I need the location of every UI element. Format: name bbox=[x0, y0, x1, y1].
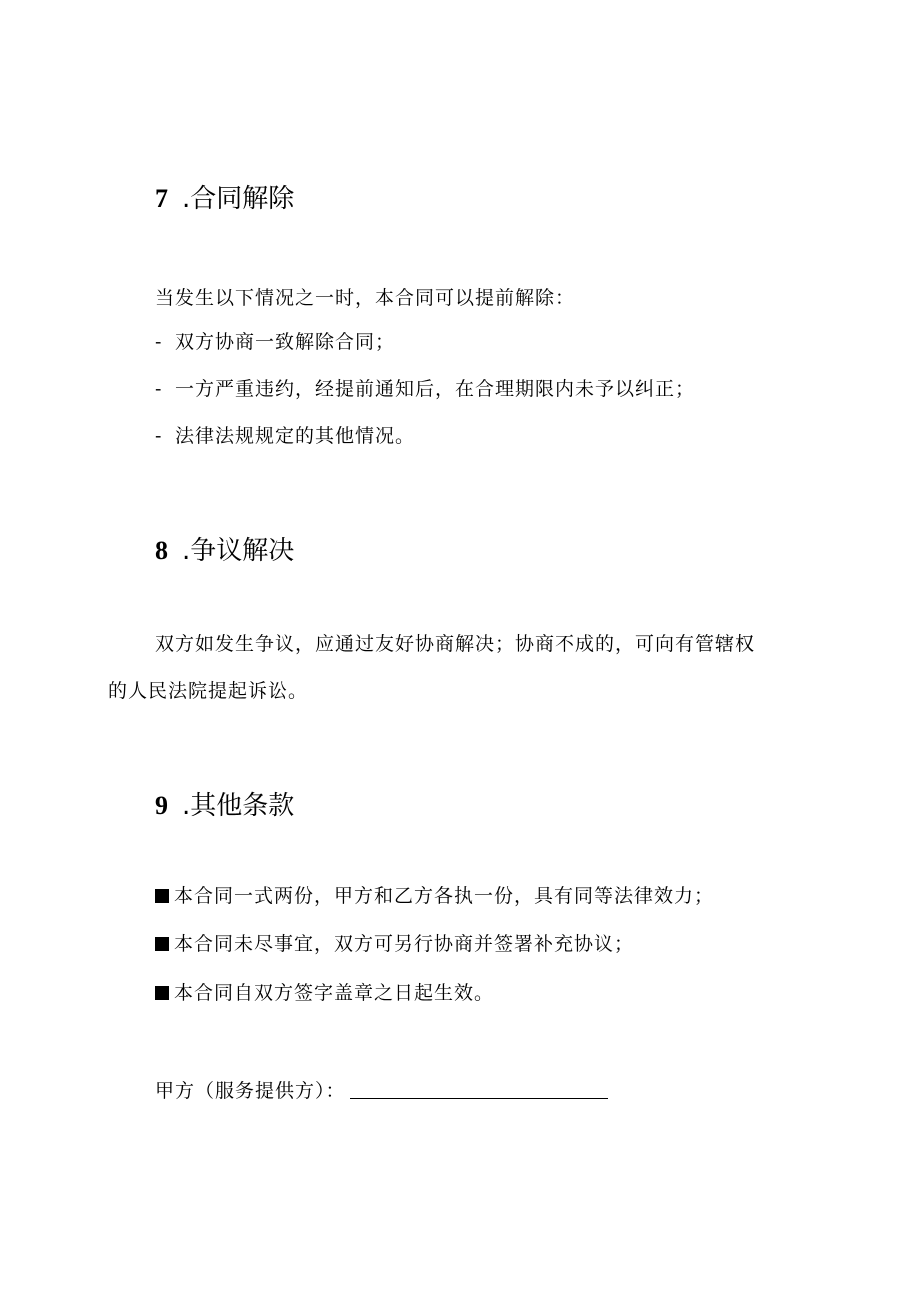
list-dash-marker: - bbox=[155, 331, 163, 353]
section-9-item-text: 本合同未尽事宜，双方可另行协商并签署补充协议； bbox=[174, 933, 635, 955]
section-7-item bbox=[155, 424, 415, 448]
section-8-title: .争议解决 bbox=[182, 536, 295, 566]
square-bullet-icon bbox=[155, 889, 169, 903]
section-9-number: 9 bbox=[155, 791, 168, 820]
list-dash-marker: - bbox=[155, 425, 163, 447]
section-9-heading bbox=[155, 785, 294, 822]
signature-label: 甲方（服务提供方）： bbox=[155, 1080, 346, 1102]
section-7-item-text: 法律法规规定的其他情况。 bbox=[175, 425, 416, 447]
section-8-number: 8 bbox=[155, 536, 168, 565]
section-7-item bbox=[155, 330, 395, 354]
list-dash-marker: - bbox=[155, 378, 163, 400]
section-7-title: .合同解除 bbox=[182, 184, 295, 214]
section-8-paragraph-line: 双方如发生争议，应通过友好协商解决；协商不成的，可向有管辖权 bbox=[155, 633, 756, 655]
section-9-item-text: 本合同一式两份，甲方和乙方各执一份，具有同等法律效力； bbox=[174, 885, 715, 907]
section-9-item bbox=[155, 884, 714, 908]
signature-blank[interactable] bbox=[350, 1078, 608, 1099]
section-9-item bbox=[155, 932, 634, 956]
section-9-title: .其他条款 bbox=[182, 791, 295, 821]
section-9-item-text: 本合同自双方签字盖章之日起生效。 bbox=[174, 982, 495, 1004]
section-7-item-text: 双方协商一致解除合同； bbox=[175, 331, 396, 353]
section-9-item bbox=[155, 981, 494, 1005]
section-7-number: 7 bbox=[155, 184, 168, 213]
section-7-item bbox=[155, 377, 695, 401]
signature-line bbox=[155, 1078, 608, 1103]
section-7-intro: 当发生以下情况之一时，本合同可以提前解除： bbox=[155, 287, 576, 309]
section-8-paragraph-line: 的人民法院提起诉讼。 bbox=[108, 680, 309, 702]
square-bullet-icon bbox=[155, 937, 169, 951]
section-7-heading bbox=[155, 178, 294, 215]
square-bullet-icon bbox=[155, 986, 169, 1000]
section-7-item-text: 一方严重违约，经提前通知后，在合理期限内未予以纠正； bbox=[175, 378, 696, 400]
section-8-heading bbox=[155, 530, 294, 567]
